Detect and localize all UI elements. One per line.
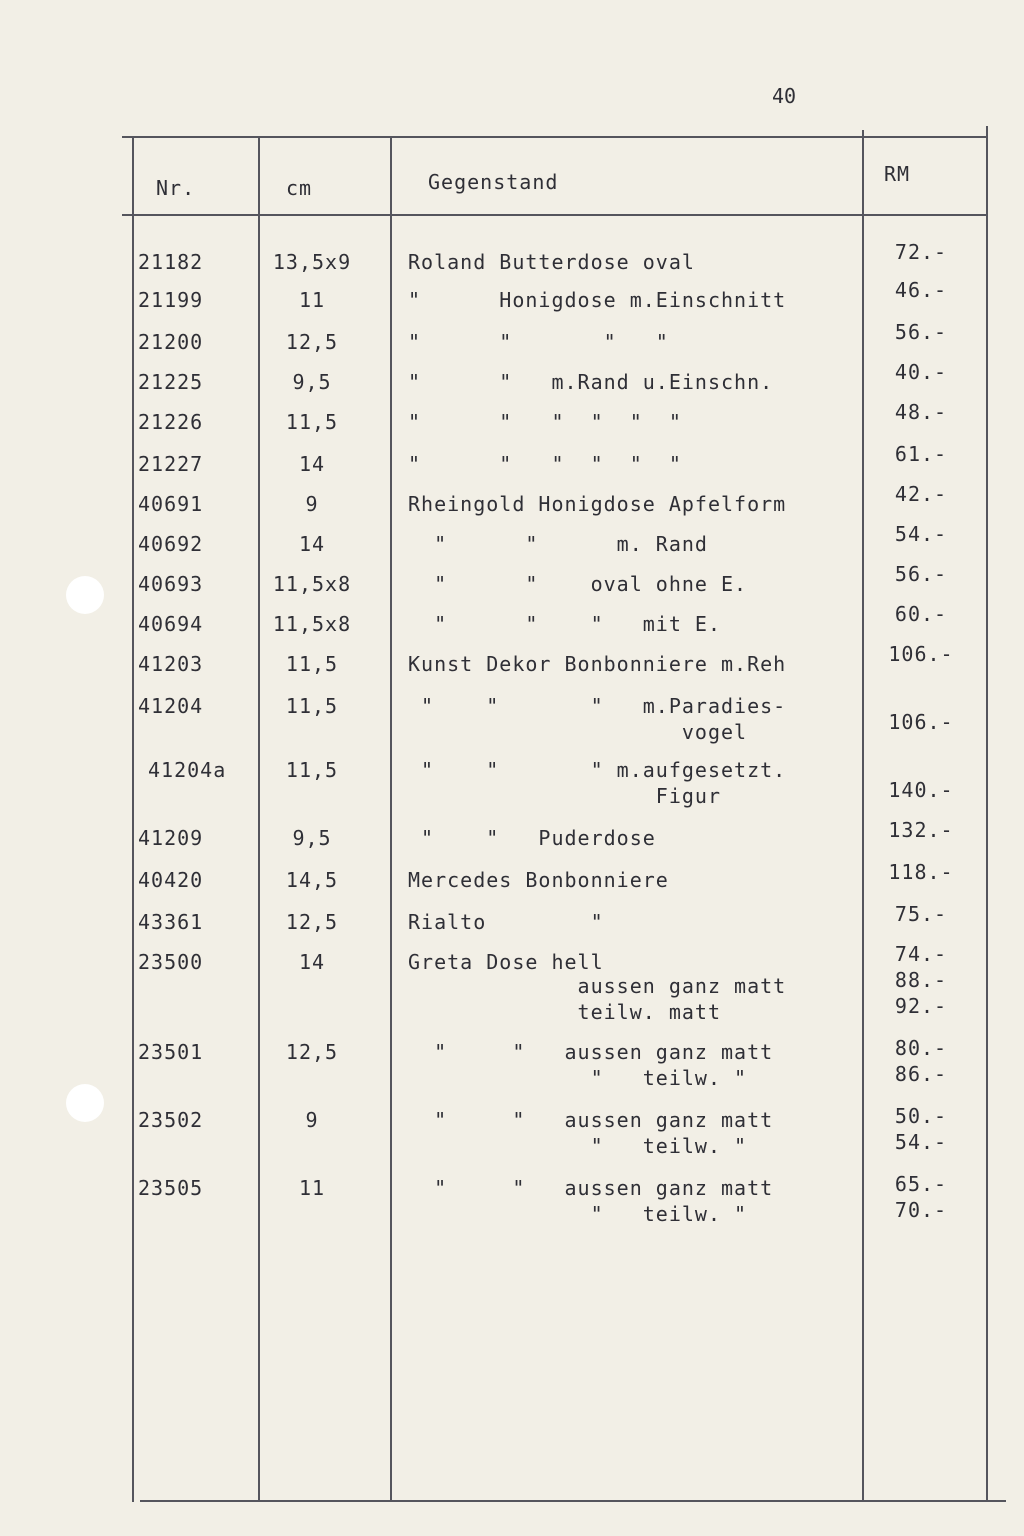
cell-price: 56.-	[894, 562, 948, 586]
cell-cm: 14	[298, 950, 326, 974]
cell-price: 60.-	[894, 602, 948, 626]
cell-cm: 9	[305, 1108, 319, 1132]
cell-description: " " m.Rand u.Einschn.	[408, 370, 774, 394]
cell-cm: 9	[305, 492, 319, 516]
cell-description: " " " m.aufgesetzt.	[408, 758, 787, 782]
cell-description: " " m. Rand	[408, 532, 708, 556]
cell-nr: 23500	[138, 950, 204, 974]
cell-price: 42.-	[894, 482, 948, 506]
cell-price: 65.-	[894, 1172, 948, 1196]
header-nr: Nr.	[156, 176, 196, 200]
cell-price-line-2: 70.-	[894, 1198, 948, 1222]
cell-cm: 11,5x8	[272, 612, 352, 636]
cell-description: " Honigdose m.Einschnitt	[408, 288, 787, 312]
page-number: 40	[772, 84, 797, 108]
column-divider	[258, 136, 260, 1502]
cell-price: 75.-	[894, 902, 948, 926]
cell-description: Mercedes Bonbonniere	[408, 868, 669, 892]
cell-nr: 21199	[138, 288, 204, 312]
cell-price: 48.-	[894, 400, 948, 424]
cell-description-line-2: " teilw. "	[408, 1202, 748, 1226]
cell-cm: 11,5	[285, 758, 339, 782]
cell-price: 106.-	[888, 642, 954, 666]
cell-price-line-2: 86.-	[894, 1062, 948, 1086]
cell-description-line-2: aussen ganz matt	[408, 974, 787, 998]
cell-price: 72.-	[894, 240, 948, 264]
cell-cm: 11,5	[285, 410, 339, 434]
cell-nr: 40691	[138, 492, 204, 516]
cell-nr: 41204	[138, 694, 204, 718]
cell-price-line-2: 88.-	[894, 968, 948, 992]
cell-price: 54.-	[894, 522, 948, 546]
cell-cm: 11,5x8	[272, 572, 352, 596]
cell-nr: 21182	[138, 250, 204, 274]
cell-cm: 13,5x9	[272, 250, 352, 274]
cell-nr: 21227	[138, 452, 204, 476]
cell-description: " " " m.Paradies-	[408, 694, 787, 718]
cell-nr: 41204a	[148, 758, 227, 782]
punch-hole	[66, 1084, 104, 1122]
cell-description-line-2: Figur	[408, 784, 721, 808]
cell-description: Greta Dose hell	[408, 950, 604, 974]
cell-cm: 9,5	[292, 826, 332, 850]
cell-cm: 11	[298, 288, 326, 312]
cell-description: " " " "	[408, 330, 669, 354]
column-divider	[986, 126, 988, 1502]
cell-price-line-3: 92.-	[894, 994, 948, 1018]
cell-nr: 21226	[138, 410, 204, 434]
cell-price: 118.-	[888, 860, 954, 884]
cell-nr: 40693	[138, 572, 204, 596]
table-top-border	[122, 136, 988, 138]
cell-nr: 21200	[138, 330, 204, 354]
cell-cm: 11,5	[285, 652, 339, 676]
cell-description-line-3: teilw. matt	[408, 1000, 721, 1024]
cell-nr: 41203	[138, 652, 204, 676]
header-gegenstand: Gegenstand	[428, 170, 559, 194]
cell-nr: 40694	[138, 612, 204, 636]
cell-nr: 23505	[138, 1176, 204, 1200]
cell-description: " " aussen ganz matt	[408, 1176, 774, 1200]
cell-cm: 14	[298, 532, 326, 556]
cell-description: Rheingold Honigdose Apfelform	[408, 492, 787, 516]
cell-description-line-2: " teilw. "	[408, 1134, 748, 1158]
cell-cm: 11,5	[285, 694, 339, 718]
cell-description: Kunst Dekor Bonbonniere m.Reh	[408, 652, 787, 676]
cell-cm: 14,5	[285, 868, 339, 892]
cell-price: 140.-	[888, 778, 954, 802]
cell-nr: 40420	[138, 868, 204, 892]
cell-cm: 12,5	[285, 910, 339, 934]
cell-description: Rialto "	[408, 910, 604, 934]
punch-hole	[66, 576, 104, 614]
cell-description: " " " mit E.	[408, 612, 721, 636]
table-bottom-border	[140, 1500, 1006, 1502]
cell-nr: 40692	[138, 532, 204, 556]
cell-description: " " aussen ganz matt	[408, 1040, 774, 1064]
cell-price: 40.-	[894, 360, 948, 384]
header-separator	[122, 214, 988, 216]
cell-price: 61.-	[894, 442, 948, 466]
cell-price-line-2: 54.-	[894, 1130, 948, 1154]
cell-cm: 9,5	[292, 370, 332, 394]
cell-price: 80.-	[894, 1036, 948, 1060]
cell-nr: 41209	[138, 826, 204, 850]
cell-description: Roland Butterdose oval	[408, 250, 695, 274]
cell-nr: 43361	[138, 910, 204, 934]
cell-cm: 12,5	[285, 1040, 339, 1064]
cell-cm: 12,5	[285, 330, 339, 354]
cell-price: 50.-	[894, 1104, 948, 1128]
cell-description-line-2: " teilw. "	[408, 1066, 748, 1090]
cell-description-line-2: vogel	[408, 720, 748, 744]
cell-description: " " Puderdose	[408, 826, 656, 850]
cell-price: 106.-	[888, 710, 954, 734]
cell-description: " " oval ohne E.	[408, 572, 748, 596]
header-rm: RM	[884, 162, 911, 186]
header-cm: cm	[286, 176, 313, 200]
column-divider	[390, 136, 392, 1502]
cell-price: 132.-	[888, 818, 954, 842]
column-divider	[862, 130, 864, 1502]
cell-price: 74.-	[894, 942, 948, 966]
cell-description: " " " " " "	[408, 410, 682, 434]
cell-nr: 23501	[138, 1040, 204, 1064]
cell-price: 46.-	[894, 278, 948, 302]
cell-description: " " " " " "	[408, 452, 682, 476]
column-divider	[132, 136, 134, 1502]
cell-cm: 14	[298, 452, 326, 476]
cell-cm: 11	[298, 1176, 326, 1200]
cell-nr: 23502	[138, 1108, 204, 1132]
cell-price: 56.-	[894, 320, 948, 344]
cell-nr: 21225	[138, 370, 204, 394]
cell-description: " " aussen ganz matt	[408, 1108, 774, 1132]
